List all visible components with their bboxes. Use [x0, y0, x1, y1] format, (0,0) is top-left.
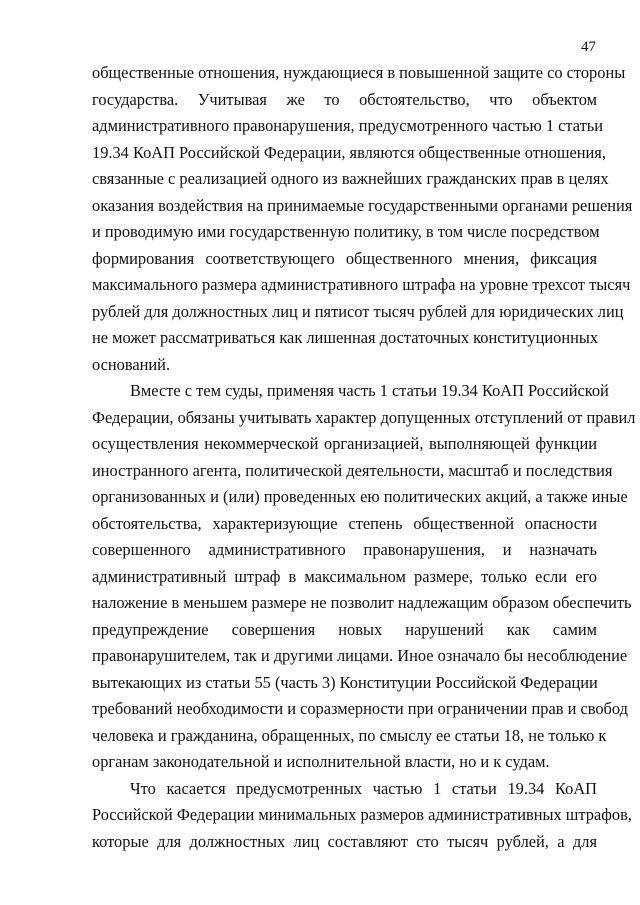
text-line: не может рассматриваться как лишенная достаточных конституционных	[92, 328, 599, 347]
text-line: совершенного административного правонарушения, и назначать	[92, 540, 597, 559]
text-line: правонарушителем, так и другими лицами. Иное означало бы несоблюдение	[92, 646, 628, 665]
text-line: осуществления некоммерческой организацией, выполняющей функции	[92, 434, 597, 453]
text-line: Российской Федерации минимальных размеров административных штрафов,	[92, 805, 632, 824]
page-number: 47	[581, 39, 596, 55]
text-line: оснований.	[92, 354, 171, 374]
text-line: административный штраф в максимальном размере, только если его	[92, 566, 597, 586]
text-line: государства. Учитывая же то обстоятельство, что объектом	[92, 89, 597, 109]
text-line: 19.34 КоАП Российской Федерации, являются общественные отношения,	[92, 142, 606, 162]
text-line: предупреждение совершения новых нарушений как самим	[92, 619, 597, 639]
text-line: административного правонарушения, предусмотренного частью 1 статьи	[92, 116, 604, 135]
text-line: Что касается предусмотренных частью 1 статьи 19.34 КоАП	[130, 778, 597, 798]
body-text	[92, 60, 636, 855]
text-line: Вместе с тем суды, применяя часть 1 статьи 19.34 КоАП Российской	[130, 381, 609, 400]
text-line: иностранного агента, политической деятельности, масштаб и последствия	[92, 460, 613, 480]
text-line: человека и гражданина, обращенных, по смыслу ее статьи 18, не только к	[92, 725, 607, 745]
text-line: рублей для должностных лиц и пятисот тысяч рублей для юридических лиц	[92, 301, 624, 321]
text-line: максимального размера административного штрафа на уровне трехсот тысяч	[92, 275, 631, 294]
text-line: связанные с реализацией одного из важнейших гражданских прав в целях	[92, 169, 609, 188]
text-line: формирования соответствующего общественного мнения, фиксация	[92, 248, 597, 268]
text-line: Федерации, обязаны учитывать характер допущенных отступлений от правил	[92, 407, 636, 427]
text-line: вытекающих из статьи 55 (часть 3) Конституции Российской Федерации	[92, 672, 598, 692]
text-line: обстоятельства, характеризующие степень общественной опасности	[92, 513, 597, 533]
text-line: органам законодательной и исполнительной власти, но и к судам.	[92, 752, 550, 771]
text-line: оказания воздействия на принимаемые государственными органами решения	[92, 195, 633, 215]
text-line: общественные отношения, нуждающиеся в повышенной защите со стороны	[92, 63, 626, 82]
text-line: наложение в меньшем размере не позволит надлежащим образом обеспечить	[92, 593, 632, 612]
text-line: организованных и (или) проведенных ею политических акций, а также иные	[92, 487, 628, 506]
text-line: требований необходимости и соразмерности при ограничении прав и свобод	[92, 699, 628, 718]
text-line: которые для должностных лиц составляют сто тысяч рублей, а для	[92, 831, 597, 851]
text-line: и проводимую ими государственную политику, в том числе посредством	[92, 222, 600, 241]
